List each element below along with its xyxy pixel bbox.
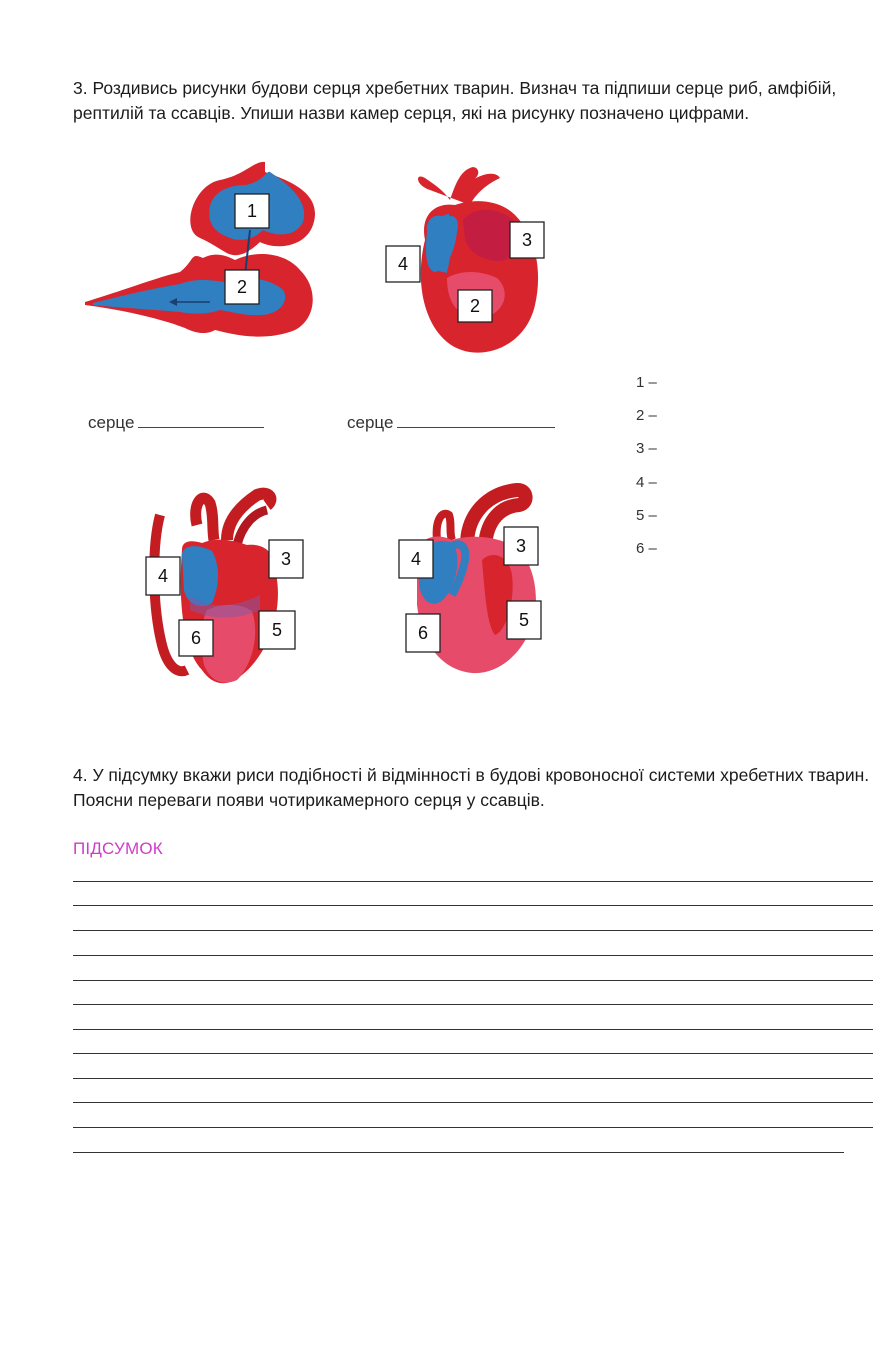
task-4-text: 4. У підсумку вкажи риси подібності й відмінності в будові кровоносної системи хребетних тварин. Поясни переваги появи чотирикамерного серця у ссавців. bbox=[73, 765, 870, 810]
svg-text:4: 4 bbox=[410, 549, 422, 569]
svg-text:3: 3 bbox=[521, 230, 533, 250]
answer-line[interactable] bbox=[73, 1053, 873, 1054]
answer-line[interactable] bbox=[73, 1102, 873, 1103]
svg-text:5: 5 bbox=[518, 610, 530, 630]
mammal-label-6 bbox=[406, 614, 440, 652]
reptile-label-5 bbox=[259, 611, 295, 649]
amphibian-label-3 bbox=[510, 222, 544, 258]
task-3-text: 3. Роздивись рисунки будови серця хребетних тварин. Визнач та підпиши серце риб, амфібій, рептилій та ссавців. Упиши назви камер серця, які на рисунку позначено цифрами. bbox=[73, 78, 837, 123]
answer-line[interactable] bbox=[73, 930, 873, 931]
legend-item-4: 4 – bbox=[636, 474, 657, 491]
svg-text:6: 6 bbox=[417, 623, 429, 643]
reptile-heart-diagram bbox=[142, 485, 307, 690]
amphibian-heart-diagram bbox=[385, 160, 550, 365]
legend-item-1: 1 – bbox=[636, 374, 657, 391]
answer-line[interactable] bbox=[73, 1127, 873, 1128]
heart-label-a bbox=[88, 413, 264, 433]
reptile-label-6 bbox=[179, 620, 213, 656]
legend-item-2: 2 – bbox=[636, 407, 657, 424]
answer-line[interactable] bbox=[73, 905, 873, 906]
mammal-label-3 bbox=[504, 527, 538, 565]
answer-line[interactable] bbox=[73, 955, 873, 956]
svg-text:5: 5 bbox=[271, 620, 283, 640]
summary-title: ПІДСУМОК bbox=[73, 839, 163, 858]
answer-line[interactable] bbox=[73, 1029, 873, 1030]
mammal-label-5 bbox=[507, 601, 541, 639]
legend-item-6: 6 – bbox=[636, 540, 657, 557]
reptile-label-4 bbox=[146, 557, 180, 595]
mammal-label-4 bbox=[399, 540, 433, 578]
legend-item-3: 3 – bbox=[636, 440, 657, 457]
fish-label-2 bbox=[225, 270, 259, 304]
svg-text:6: 6 bbox=[190, 628, 202, 648]
svg-text:1: 1 bbox=[246, 201, 258, 221]
svg-text:3: 3 bbox=[515, 536, 527, 556]
svg-text:2: 2 bbox=[236, 277, 248, 297]
svg-text:2: 2 bbox=[469, 296, 481, 316]
legend-item-5: 5 – bbox=[636, 507, 657, 524]
reptile-label-3 bbox=[269, 540, 303, 578]
amphibian-label-2 bbox=[458, 290, 492, 322]
amphibian-label-4 bbox=[386, 246, 420, 282]
mammal-heart-diagram bbox=[397, 485, 557, 680]
answer-line[interactable] bbox=[73, 1078, 873, 1079]
answer-line[interactable] bbox=[73, 1152, 844, 1153]
svg-text:4: 4 bbox=[397, 254, 409, 274]
heart-label-b bbox=[347, 413, 555, 433]
heart-label-a-text: серце bbox=[88, 413, 135, 432]
fish-heart-diagram bbox=[85, 160, 325, 350]
heart-label-a-blank[interactable] bbox=[138, 427, 264, 428]
answer-line[interactable] bbox=[73, 1004, 873, 1005]
svg-text:3: 3 bbox=[280, 549, 292, 569]
svg-text:4: 4 bbox=[157, 566, 169, 586]
answer-line[interactable] bbox=[73, 881, 873, 882]
fish-label-1 bbox=[235, 194, 269, 228]
heart-label-b-blank[interactable] bbox=[397, 427, 555, 428]
answer-line[interactable] bbox=[73, 980, 873, 981]
heart-label-b-text: серце bbox=[347, 413, 394, 432]
